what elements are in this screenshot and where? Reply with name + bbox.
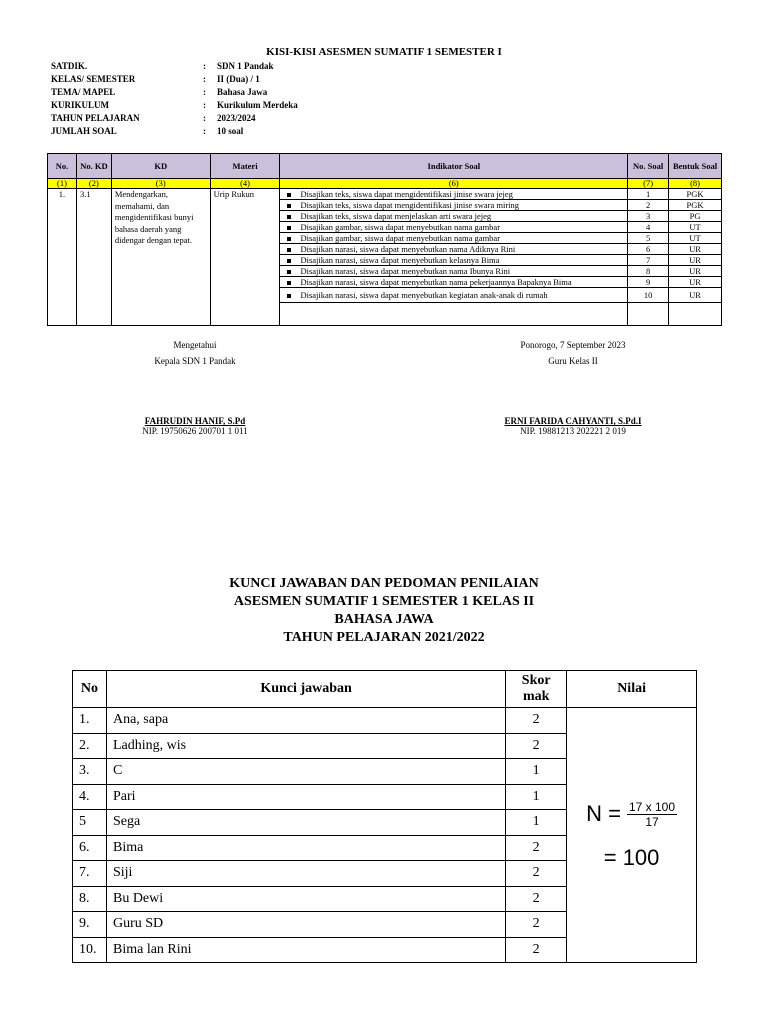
meta-row — [51, 98, 298, 111]
indicator — [280, 277, 628, 288]
indicator-text: Disajikan teks, siswa dapat mengidentifikasi jinise swara miring — [300, 200, 520, 210]
header-indikator: Indikator Soal — [280, 154, 628, 179]
table-header-row — [48, 154, 722, 179]
column-number: (6) — [280, 179, 628, 189]
formula-numerator: 17 x 100 — [628, 799, 676, 814]
bullet-icon — [287, 270, 291, 274]
indicator — [280, 222, 628, 233]
row-no: 1. — [48, 189, 77, 326]
document-title: KISI-KISI ASESMEN SUMATIF 1 SEMESTER I — [266, 46, 502, 58]
header-bentuk-soal: Bentuk Soal — [669, 154, 722, 179]
indicator-form: UR — [669, 255, 722, 266]
key-score: 2 — [506, 733, 567, 759]
key-header-row — [73, 671, 697, 708]
indicator-text: Disajikan narasi, siswa dapat menyebutkan kegiatan anak-anak di rumah — [300, 290, 548, 300]
key-score: 1 — [506, 810, 567, 836]
sig-right-name: ERNI FARIDA CAHYANTI, S.Pd.I — [504, 416, 642, 426]
header-kd-no: No. KD — [76, 154, 111, 179]
meta-row — [51, 124, 298, 137]
key-header-nilai: Nilai — [567, 671, 697, 708]
key-title-line: BAHASA JAWA — [334, 612, 434, 627]
key-score: 2 — [506, 886, 567, 912]
key-no: 8. — [73, 886, 107, 912]
indicator-form: UR — [669, 277, 722, 288]
meta-label: KELAS/ SEMESTER — [51, 73, 136, 84]
meta-label: TEMA/ MAPEL — [51, 86, 116, 97]
indicator-no: 5 — [628, 233, 669, 244]
indicator — [280, 288, 628, 303]
key-score: 1 — [506, 759, 567, 785]
key-score: 1 — [506, 784, 567, 810]
key-header-no: No — [73, 671, 107, 708]
column-number-row — [48, 179, 722, 189]
bullet-icon — [287, 226, 291, 230]
indicator — [280, 200, 628, 211]
key-score: 2 — [506, 861, 567, 887]
formula-result: = 100 — [603, 844, 660, 870]
bullet-icon — [287, 237, 291, 241]
formula-lhs: N = — [586, 801, 621, 826]
filler-cell — [669, 303, 722, 326]
answer-key-title — [0, 575, 768, 647]
indicator-form: UR — [669, 244, 722, 255]
meta-label: SATDIK. — [51, 60, 88, 71]
kisi-kisi-table — [47, 153, 722, 326]
sig-left-line2: Kepala SDN 1 Pandak — [154, 356, 236, 366]
key-no: 9. — [73, 912, 107, 938]
indicator-form: PGK — [669, 200, 722, 211]
indicator-form: UT — [669, 222, 722, 233]
bullet-icon — [287, 193, 291, 197]
key-answer: Ladhing, wis — [106, 733, 505, 759]
filler-cell — [280, 303, 628, 326]
indicator — [280, 233, 628, 244]
indicator-no: 9 — [628, 277, 669, 288]
key-no: 2. — [73, 733, 107, 759]
indicator-form: UT — [669, 233, 722, 244]
key-answer: Sega — [106, 810, 505, 836]
table-row — [73, 708, 697, 734]
key-score: 2 — [506, 708, 567, 734]
key-score: 2 — [506, 912, 567, 938]
indicator-no: 6 — [628, 244, 669, 255]
meta-colon: : — [203, 99, 206, 110]
indicator-text: Disajikan narasi, siswa dapat menyebutkan kelasnya Bima — [300, 255, 500, 265]
meta-colon: : — [203, 86, 206, 97]
key-header-answer: Kunci jawaban — [106, 671, 505, 708]
meta-label: JUMLAH SOAL — [51, 125, 117, 136]
header-no: No. — [48, 154, 77, 179]
indicator-text: Disajikan teks, siswa dapat mengidentifikasi jinise swara jejeg — [300, 189, 513, 199]
bullet-icon — [287, 215, 291, 219]
key-answer: Siji — [106, 861, 505, 887]
nilai-formula-cell — [567, 708, 697, 963]
meta-value: II (Dua) / 1 — [217, 73, 260, 84]
meta-colon: : — [203, 125, 206, 136]
metadata-block — [51, 59, 298, 137]
bullet-icon — [287, 294, 291, 298]
header-kd: KD — [111, 154, 210, 179]
key-answer: C — [106, 759, 505, 785]
indicator-no: 2 — [628, 200, 669, 211]
column-number: (3) — [111, 179, 210, 189]
answer-key-table — [72, 670, 697, 963]
indicator-form: PG — [669, 211, 722, 222]
bullet-icon — [287, 259, 291, 263]
indicator-no: 4 — [628, 222, 669, 233]
key-no: 4. — [73, 784, 107, 810]
meta-colon: : — [203, 73, 206, 84]
meta-value: Kurikulum Merdeka — [217, 99, 298, 110]
indicator-form: PGK — [669, 189, 722, 200]
key-title-line: ASESMEN SUMATIF 1 SEMESTER 1 KELAS II — [233, 594, 535, 609]
meta-value: 2023/2024 — [217, 112, 256, 123]
column-number: (7) — [628, 179, 669, 189]
row-materi: Urip Rukun — [210, 189, 280, 326]
bullet-icon — [287, 248, 291, 252]
column-number: (4) — [210, 179, 280, 189]
row-kd-no: 3.1 — [76, 189, 111, 326]
meta-label: KURIKULUM — [51, 99, 109, 110]
formula-denominator: 17 — [645, 814, 659, 829]
header-materi: Materi — [210, 154, 280, 179]
key-answer: Pari — [106, 784, 505, 810]
signature-left — [110, 340, 280, 436]
meta-value: 10 soal — [217, 125, 244, 136]
indicator-no: 1 — [628, 189, 669, 200]
key-answer: Ana, sapa — [106, 708, 505, 734]
meta-row — [51, 85, 298, 98]
key-no: 3. — [73, 759, 107, 785]
formula-fraction — [627, 800, 677, 829]
meta-row — [51, 59, 298, 72]
key-header-score: Skor mak — [506, 671, 567, 708]
indicator-form: UR — [669, 266, 722, 277]
meta-colon: : — [203, 112, 206, 123]
key-answer: Bu Dewi — [106, 886, 505, 912]
key-score: 2 — [506, 937, 567, 963]
key-score: 2 — [506, 835, 567, 861]
key-title-line: KUNCI JAWABAN DAN PEDOMAN PENILAIAN — [229, 576, 539, 591]
indicator-text: Disajikan teks, siswa dapat menjelaskan arti swara jejeg — [300, 211, 492, 221]
sig-left-line1: Mengetahui — [173, 340, 217, 350]
indicator-form: UR — [669, 288, 722, 303]
key-answer: Guru SD — [106, 912, 505, 938]
indicator-no: 3 — [628, 211, 669, 222]
indicator-text: Disajikan narasi, siswa dapat menyebutkan nama pekerjaannya Bapaknya Bima — [300, 277, 572, 287]
filler-cell — [628, 303, 669, 326]
key-title-line: TAHUN PELAJARAN 2021/2022 — [283, 630, 485, 645]
meta-value: SDN 1 Pandak — [217, 60, 274, 71]
key-no: 6. — [73, 835, 107, 861]
indicator-no: 10 — [628, 288, 669, 303]
indicator-text: Disajikan narasi, siswa dapat menyebutkan nama Adiknya Rini — [300, 244, 516, 254]
sig-left-nip: NIP. 19750626 200701 1 011 — [142, 426, 248, 436]
table-row — [48, 189, 722, 200]
indicator — [280, 211, 628, 222]
sig-right-line1: Ponorogo, 7 September 2023 — [520, 340, 626, 350]
meta-colon: : — [203, 60, 206, 71]
formula-equation — [573, 800, 690, 829]
indicator-text: Disajikan gambar, siswa dapat menyebutkan nama gambar — [300, 233, 501, 243]
signature-right — [480, 340, 666, 436]
indicator — [280, 255, 628, 266]
indicator — [280, 266, 628, 277]
row-kd: Mendengarkan, memahami, dan mengidentifikasi bunyi bahasa daerah yang didengar dengan tepat. — [111, 189, 210, 326]
column-number: (8) — [669, 179, 722, 189]
bullet-icon — [287, 204, 291, 208]
formula — [573, 800, 690, 871]
indicator-no: 8 — [628, 266, 669, 277]
meta-value: Bahasa Jawa — [217, 86, 268, 97]
key-no: 10. — [73, 937, 107, 963]
meta-row — [51, 111, 298, 124]
bullet-icon — [287, 281, 291, 285]
sig-right-nip: NIP. 19881213 202221 2 019 — [520, 426, 626, 436]
key-no: 7. — [73, 861, 107, 887]
indicator — [280, 189, 628, 200]
sig-left-name: FAHRUDIN HANIF, S.Pd — [144, 416, 246, 426]
indicator — [280, 244, 628, 255]
sig-right-line2: Guru Kelas II — [548, 356, 598, 366]
indicator-no: 7 — [628, 255, 669, 266]
indicator-text: Disajikan narasi, siswa dapat menyebutkan nama Ibunya Rini — [300, 266, 511, 276]
key-answer: Bima — [106, 835, 505, 861]
column-number: (2) — [76, 179, 111, 189]
header-no-soal: No. Soal — [628, 154, 669, 179]
column-number: (1) — [48, 179, 77, 189]
indicator-text: Disajikan gambar, siswa dapat menyebutkan nama gambar — [300, 222, 501, 232]
meta-label: TAHUN PELAJARAN — [51, 112, 140, 123]
key-no: 5 — [73, 810, 107, 836]
meta-row — [51, 72, 298, 85]
key-no: 1. — [73, 708, 107, 734]
key-answer: Bima lan Rini — [106, 937, 505, 963]
